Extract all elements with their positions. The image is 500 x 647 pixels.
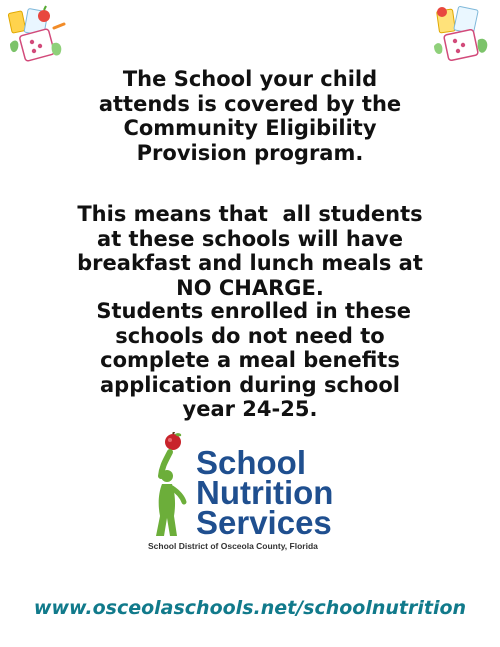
- logo-district-caption: School District of Osceola County, Florida: [148, 541, 318, 551]
- notice-line: Provision program.: [136, 140, 364, 165]
- notice-line: year 24-25.: [182, 397, 318, 421]
- notice-line: Students enrolled in these: [89, 299, 411, 323]
- notice-paragraph-coverage: [0, 67, 500, 165]
- school-supplies-decoration-icon: [6, 4, 68, 66]
- notice-line: Community Eligibility: [123, 116, 377, 140]
- notice-line: The School your child: [122, 67, 378, 91]
- logo-word-nutrition: Nutrition: [196, 474, 334, 511]
- school-supplies-decoration-icon: [430, 4, 492, 66]
- logo-word-services: Services: [196, 504, 332, 541]
- school-nutrition-services-logo: [140, 432, 365, 562]
- logo-word-school: School: [196, 444, 307, 481]
- notice-line: complete a meal benefits: [100, 348, 400, 372]
- notice-paragraph-no-charge: [0, 202, 500, 300]
- figure-with-apple-icon: [146, 432, 196, 537]
- notice-line: This means that all students: [77, 202, 423, 226]
- school-nutrition-website-link[interactable]: www.osceolaschools.net/schoolnutrition: [33, 597, 467, 619]
- notice-line: attends is covered by the: [98, 91, 402, 116]
- notice-paragraph-no-application: [0, 299, 500, 422]
- notice-line: breakfast and lunch meals at: [77, 251, 423, 275]
- notice-line: at these schools will have: [97, 226, 403, 251]
- notice-line: application during school: [100, 372, 400, 397]
- notice-line: NO CHARGE.: [176, 275, 324, 300]
- notice-line: schools do not need to: [115, 323, 385, 348]
